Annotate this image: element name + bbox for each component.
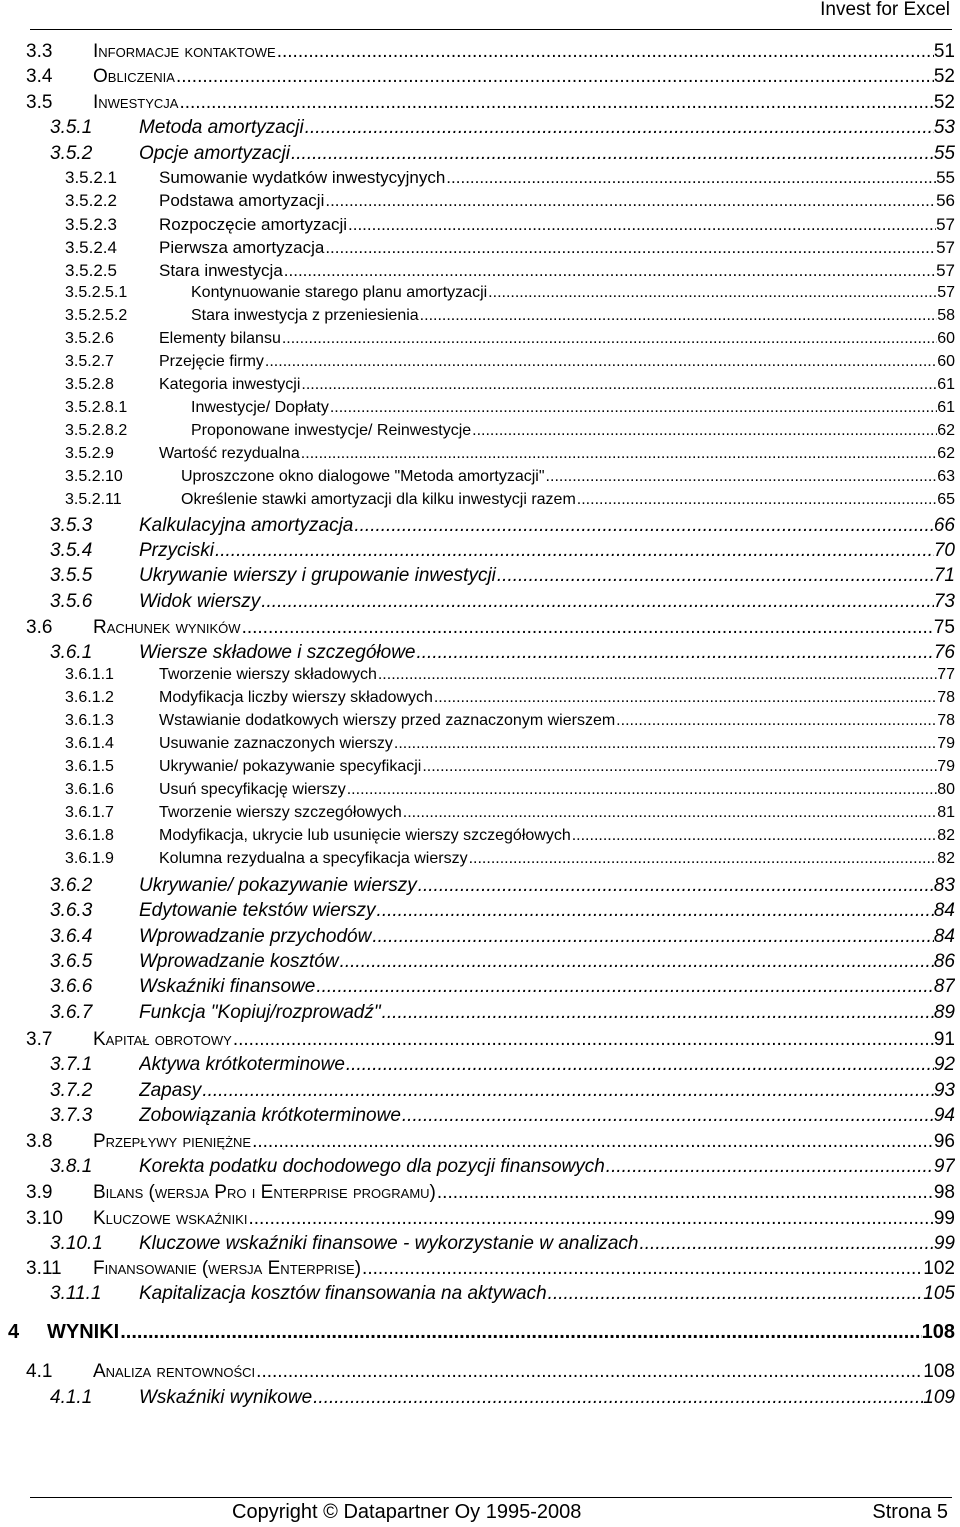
toc-entry-page: 108	[923, 1361, 955, 1382]
toc-leader-dots	[282, 330, 937, 348]
toc-entry-title: Określenie stawki amortyzacji dla kilku inwestycji razem	[181, 491, 576, 508]
toc-entry-number: 3.6.7	[50, 1002, 93, 1023]
toc-entry-number: 3.7.2	[50, 1080, 93, 1101]
toc-entry-title: Metoda amortyzacji	[139, 117, 304, 138]
toc-entry-title: Zapasy	[139, 1080, 202, 1101]
toc-leader-dots	[316, 976, 934, 998]
toc-entry-number: 3.5.4	[50, 540, 93, 561]
toc-entry-number: 3.7	[26, 1029, 53, 1050]
toc-entry-number: 4.1.1	[50, 1387, 93, 1408]
toc-entry-title: Wprowadzanie przychodów	[139, 926, 372, 947]
toc-leader-dots	[382, 1002, 934, 1024]
toc-entry-number: 3.5.2.5.1	[65, 284, 128, 301]
toc-entry-number: 3.5.2.6	[65, 330, 114, 347]
toc-entry-number: 3.5.2.8.1	[65, 399, 128, 416]
toc-entry-title: Kluczowe wskaźniki finansowe - wykorzystanie w analizach	[139, 1233, 639, 1254]
toc-entry-page: 55	[936, 168, 955, 187]
toc-entry-title: Aktywa krótkoterminowe	[139, 1054, 345, 1075]
toc-entry-number: 3.5.2.4	[65, 238, 117, 257]
toc-entry-number: 3.6.1.7	[65, 804, 114, 821]
toc-entry-number: 3.11	[26, 1258, 62, 1279]
toc-leader-dots	[417, 642, 934, 664]
toc-leader-dots	[261, 591, 934, 613]
toc-leader-dots	[291, 143, 934, 165]
toc-entry-number: 3.3	[26, 41, 53, 62]
toc-entry-page: 52	[933, 66, 955, 87]
toc-entry-page: 96	[933, 1131, 955, 1152]
toc-leader-dots	[418, 875, 934, 897]
toc-entry-page: 102	[923, 1258, 955, 1279]
toc-leader-dots	[577, 491, 937, 509]
toc-entry-title: Obliczenia	[93, 66, 175, 87]
toc-entry-title: Finansowanie (wersja Enterprise)	[93, 1258, 362, 1279]
toc-entry-title: Widok wierszy	[139, 591, 261, 612]
toc-entry-title: Wstawianie dodatkowych wierszy przed zaznaczonym wierszem	[159, 712, 616, 729]
toc-leader-dots	[330, 399, 937, 417]
toc-entry-page: 98	[933, 1182, 955, 1203]
toc-entry-page: 97	[933, 1156, 955, 1177]
toc-entry-title: Uproszczone okno dialogowe "Metoda amortyzacji"	[181, 468, 545, 485]
toc-leader-dots	[394, 735, 937, 753]
toc-leader-dots	[402, 1105, 934, 1127]
toc-entry-page: 62	[937, 422, 955, 439]
toc-entry-number: 3.6.1.8	[65, 827, 114, 844]
toc-entry-title: Przepływy pieniężne	[93, 1131, 252, 1152]
toc-leader-dots	[488, 284, 937, 302]
toc-entry-number: 3.5.1	[50, 117, 93, 138]
toc-entry-title: Informacje kontaktowe	[93, 41, 276, 62]
toc-entry-page: 73	[933, 591, 955, 612]
toc-entry-page: 99	[933, 1208, 955, 1229]
toc-leader-dots	[422, 758, 937, 776]
toc-leader-dots	[446, 168, 936, 188]
toc-entry-title: Pierwsza amortyzacja	[159, 238, 325, 257]
toc-entry-number: 3.6.5	[50, 951, 93, 972]
header-rule	[30, 29, 952, 30]
toc-leader-dots	[179, 92, 933, 114]
toc-entry-title: Inwestycje/ Dopłaty	[191, 399, 329, 416]
toc-entry-number: 3.5.2.1	[65, 168, 117, 187]
toc-entry-page: 87	[933, 976, 955, 997]
toc-entry-page: 105	[923, 1283, 955, 1304]
toc-entry-page: 89	[933, 1002, 955, 1023]
toc-leader-dots	[340, 951, 934, 973]
toc-leader-dots	[437, 1182, 934, 1204]
toc-entry-page: 84	[933, 926, 955, 947]
toc-entry-page: 75	[933, 617, 955, 638]
toc-entry-number: 3.8	[26, 1131, 53, 1152]
toc-entry-page: 51	[933, 41, 955, 62]
toc-entry-page: 77	[937, 666, 955, 683]
toc-leader-dots	[346, 1054, 934, 1076]
toc-leader-dots	[233, 1029, 934, 1051]
footer-page-number: Strona 5	[872, 1501, 948, 1523]
toc-entry-number: 3.5.2	[50, 143, 93, 164]
toc-leader-dots	[378, 666, 937, 684]
toc-entry-number: 3.6	[26, 617, 53, 638]
toc-leader-dots	[362, 1258, 923, 1280]
toc-leader-dots	[616, 712, 937, 730]
toc-entry-number: 3.5.2.5.2	[65, 307, 128, 324]
toc-entry-title: Kapitalizacja kosztów finansowania na aktywach	[139, 1283, 547, 1304]
toc-entry-title: Korekta podatku dochodowego dla pozycji finansowych	[139, 1156, 605, 1177]
toc-entry-number: 3.5.6	[50, 591, 93, 612]
toc-entry-title: Kontynuowanie starego planu amortyzacji	[191, 284, 488, 301]
toc-entry-page: 71	[933, 565, 955, 586]
toc-entry-number: 3.8.1	[50, 1156, 93, 1177]
toc-leader-dots	[301, 376, 937, 394]
toc-entry-number: 3.10	[26, 1208, 63, 1229]
toc-leader-dots	[639, 1233, 933, 1255]
toc-entry-page: 81	[937, 804, 955, 821]
toc-entry-number: 3.6.1.6	[65, 781, 114, 798]
toc-entry-title: Wartość rezydualna	[159, 445, 300, 462]
toc-leader-dots	[372, 926, 934, 948]
toc-entry-title: Ukrywanie/ pokazywanie specyfikacji	[159, 758, 422, 775]
toc-entry-number: 3.5.3	[50, 515, 93, 536]
toc-entry-title: Proponowane inwestycje/ Reinwestycje	[191, 422, 472, 439]
toc-entry-page: 80	[937, 781, 955, 798]
toc-entry-page: 62	[937, 445, 955, 462]
toc-entry-page: 79	[937, 735, 955, 752]
toc-leader-dots	[313, 1387, 923, 1409]
toc-entry-page: 108	[921, 1321, 955, 1343]
toc-entry-number: 3.5.2.7	[65, 353, 114, 370]
toc-entry-number: 3.6.1.5	[65, 758, 114, 775]
toc-entry-number: 3.5.2.3	[65, 215, 117, 234]
toc-entry-page: 84	[933, 900, 955, 921]
toc-leader-dots	[120, 1321, 921, 1344]
toc-entry-page: 53	[933, 117, 955, 138]
toc-entry-title: Sumowanie wydatków inwestycyjnych	[159, 168, 446, 187]
toc-leader-dots	[434, 689, 937, 707]
toc-entry-number: 3.4	[26, 66, 53, 87]
toc-leader-dots	[348, 215, 936, 235]
toc-entry-page: 58	[937, 307, 955, 324]
toc-leader-dots	[325, 191, 936, 211]
toc-entry-title: Wskaźniki wynikowe	[139, 1387, 313, 1408]
toc-entry-page: 82	[937, 827, 955, 844]
toc-leader-dots	[572, 827, 937, 845]
toc-entry-page: 61	[937, 376, 955, 393]
toc-entry-page: 60	[937, 330, 955, 347]
toc-entry-number: 3.6.1.2	[65, 689, 114, 706]
toc-entry-title: Wiersze składowe i szczegółowe	[139, 642, 416, 663]
toc-entry-title: WYNIKI	[47, 1321, 120, 1343]
toc-leader-dots	[347, 781, 937, 799]
toc-entry-title: Modyfikacja liczby wierszy składowych	[159, 689, 433, 706]
toc-entry-number: 3.6.4	[50, 926, 93, 947]
toc-entry-number: 3.6.1.9	[65, 850, 114, 867]
toc-entry-title: Przyciski	[139, 540, 214, 561]
toc-entry-page: 55	[933, 143, 955, 164]
toc-entry-number: 3.6.1.3	[65, 712, 114, 729]
toc-entry-page: 78	[937, 712, 955, 729]
toc-entry-title: Wskaźniki finansowe	[139, 976, 316, 997]
toc-entry-title: Opcje amortyzacji	[139, 143, 290, 164]
toc-entry-number: 3.5.2.8	[65, 376, 114, 393]
footer-copyright: Copyright © Datapartner Oy 1995-2008	[232, 1501, 582, 1523]
toc-entry-title: Inwestycja	[93, 92, 179, 113]
toc-leader-dots	[301, 445, 937, 463]
toc-entry-number: 3.6.1.1	[65, 666, 114, 683]
toc-leader-dots	[215, 540, 934, 562]
toc-leader-dots	[284, 261, 936, 281]
toc-entry-page: 63	[937, 468, 955, 485]
toc-entry-page: 56	[936, 191, 955, 210]
toc-entry-page: 83	[933, 875, 955, 896]
toc-entry-number: 3.5.2.2	[65, 191, 117, 210]
toc-entry-page: 99	[933, 1233, 955, 1254]
toc-entry-page: 93	[933, 1080, 955, 1101]
footer-rule	[30, 1497, 952, 1498]
toc-entry-title: Kluczowe wskaźniki	[93, 1208, 248, 1229]
toc-leader-dots	[497, 565, 934, 587]
toc-leader-dots	[256, 1361, 923, 1383]
toc-entry-title: Bilans (wersja Pro i Enterprise programu)	[93, 1182, 436, 1203]
toc-entry-number: 4.1	[26, 1361, 53, 1382]
toc-leader-dots	[305, 117, 934, 139]
toc-entry-page: 76	[933, 642, 955, 663]
toc-entry-number: 3.5.5	[50, 565, 93, 586]
toc-entry-number: 3.5.2.10	[65, 468, 123, 485]
toc-entry-number: 3.11.1	[50, 1283, 102, 1304]
toc-entry-page: 61	[937, 399, 955, 416]
toc-entry-page: 57	[936, 238, 955, 257]
toc-leader-dots	[252, 1131, 934, 1153]
toc-entry-page: 52	[933, 92, 955, 113]
toc-leader-dots	[548, 1283, 924, 1305]
toc-entry-title: Edytowanie tekstów wierszy	[139, 900, 376, 921]
toc-leader-dots	[265, 353, 937, 371]
toc-entry-number: 3.5.2.9	[65, 445, 114, 462]
toc-entry-title: Rozpoczęcie amortyzacji	[159, 215, 348, 234]
toc-entry-number: 3.5	[26, 92, 53, 113]
toc-leader-dots	[420, 307, 938, 325]
toc-leader-dots	[546, 468, 938, 486]
toc-entry-number: 3.7.1	[50, 1054, 93, 1075]
toc-entry-page: 91	[933, 1029, 955, 1050]
toc-leader-dots	[242, 617, 934, 639]
toc-entry-number: 3.6.1.4	[65, 735, 114, 752]
toc-entry-number: 3.6.1	[50, 642, 93, 663]
toc-entry-title: Analiza rentowności	[93, 1361, 256, 1382]
toc-entry-title: Usuń specyfikację wierszy	[159, 781, 346, 798]
toc-entry-number: 3.6.2	[50, 875, 93, 896]
toc-entry-title: Tworzenie wierszy składowych	[159, 666, 377, 683]
toc-leader-dots	[277, 41, 934, 63]
toc-leader-dots	[472, 422, 937, 440]
toc-entry-title: Funkcja "Kopiuj/rozprowadź"	[139, 1002, 381, 1023]
toc-entry-number: 3.6.3	[50, 900, 93, 921]
toc-entry-number: 3.5.2.5	[65, 261, 117, 280]
toc-leader-dots	[202, 1080, 934, 1102]
toc-entry-number: 3.9	[26, 1182, 53, 1203]
toc-entry-title: Zobowiązania krótkoterminowe	[139, 1105, 401, 1126]
toc-entry-page: 86	[933, 951, 955, 972]
toc-leader-dots	[248, 1208, 933, 1230]
toc-entry-title: Przejęcie firmy	[159, 353, 264, 370]
toc-entry-page: 79	[937, 758, 955, 775]
toc-entry-title: Stara inwestycja z przeniesienia	[191, 307, 419, 324]
toc-entry-number: 4	[8, 1321, 20, 1343]
toc-leader-dots	[606, 1156, 934, 1178]
toc-entry-page: 70	[933, 540, 955, 561]
toc-entry-page: 82	[937, 850, 955, 867]
toc-entry-page: 57	[936, 215, 955, 234]
toc-entry-page: 66	[933, 515, 955, 536]
toc-entry-title: Ukrywanie wierszy i grupowanie inwestycji	[139, 565, 496, 586]
toc-entry-title: Kolumna rezydualna a specyfikacja wierszy	[159, 850, 468, 867]
toc-leader-dots	[377, 900, 934, 922]
toc-entry-number: 3.5.2.11	[65, 491, 122, 508]
toc-entry-title: Stara inwestycja	[159, 261, 283, 280]
toc-entry-title: Kapitał obrotowy	[93, 1029, 232, 1050]
toc-entry-title: Modyfikacja, ukrycie lub usunięcie wierszy szczegółowych	[159, 827, 571, 844]
toc-leader-dots	[403, 804, 937, 822]
toc-entry-title: Kategoria inwestycji	[159, 376, 301, 393]
toc-entry-page: 57	[937, 284, 955, 301]
running-header: Invest for Excel	[820, 0, 950, 20]
toc-entry-title: Tworzenie wierszy szczegółowych	[159, 804, 402, 821]
toc-entry-number: 3.5.2.8.2	[65, 422, 128, 439]
toc-entry-page: 65	[937, 491, 955, 508]
toc-entry-title: Wprowadzanie kosztów	[139, 951, 339, 972]
toc-leader-dots	[469, 850, 938, 868]
toc-entry-title: Usuwanie zaznaczonych wierszy	[159, 735, 393, 752]
toc-entry-page: 57	[936, 261, 955, 280]
toc-entry-title: Ukrywanie/ pokazywanie wierszy	[139, 875, 417, 896]
toc-entry-page: 94	[933, 1105, 955, 1126]
toc-leader-dots	[325, 238, 936, 258]
toc-entry-page: 60	[937, 353, 955, 370]
toc-entry-number: 3.7.3	[50, 1105, 93, 1126]
toc-entry-title: Podstawa amortyzacji	[159, 191, 325, 210]
toc-entry-title: Kalkulacyjna amortyzacja	[139, 515, 354, 536]
toc-entry-title: Elementy bilansu	[159, 330, 281, 347]
toc-entry-page: 109	[923, 1387, 955, 1408]
toc-leader-dots	[176, 66, 934, 88]
toc-leader-dots	[354, 515, 933, 537]
toc-entry-number: 3.10.1	[50, 1233, 103, 1254]
toc-entry-number: 3.6.6	[50, 976, 93, 997]
toc-entry-page: 78	[937, 689, 955, 706]
toc-entry-page: 92	[933, 1054, 955, 1075]
toc-entry-title: Rachunek wyników	[93, 617, 241, 638]
